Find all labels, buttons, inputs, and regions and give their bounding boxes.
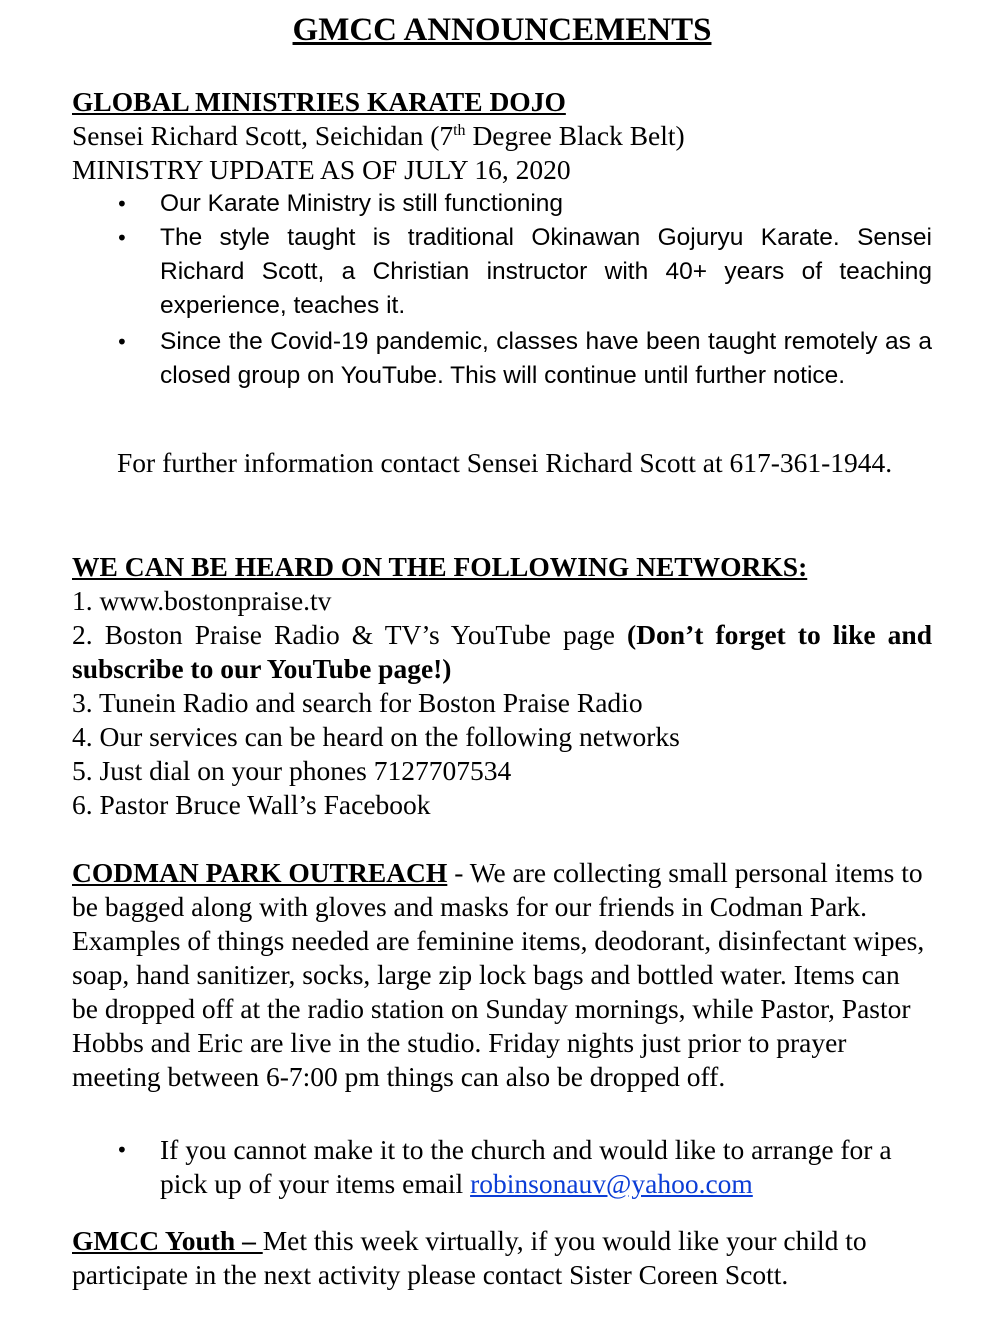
youth-heading: GMCC Youth –: [72, 1225, 263, 1256]
network-item-3: 3. Tunein Radio and search for Boston Praise Radio: [72, 687, 643, 718]
network-item-2: [72, 618, 932, 686]
networks-heading: WE CAN BE HEARD ON THE FOLLOWING NETWORKS:: [72, 551, 808, 582]
network-item-2-text: 2. Boston Praise Radio & TV’s YouTube page: [72, 619, 628, 650]
page-title: GMCC ANNOUNCEMENTS: [292, 12, 712, 48]
bullet-text: Since the Covid-19 pandemic, classes have been taught remotely as a closed group on YouTube. This will continue until further notice.: [160, 328, 932, 389]
bullet-icon: •: [116, 1138, 128, 1162]
list-item: [72, 187, 932, 221]
ministry-update-line: MINISTRY UPDATE AS OF JULY 16, 2020: [72, 154, 571, 185]
bullet-text: The style taught is traditional Okinawan Gojuryu Karate. Sensei Richard Scott, a Christian instructor with 40+ years of teaching experience, teaches it.: [160, 224, 932, 319]
codman-heading: CODMAN PARK OUTREACH: [72, 857, 448, 888]
network-item-2-bold: (Don’t forget to like and subscribe to our YouTube page!): [72, 619, 932, 684]
network-item-5: 5. Just dial on your phones 7127707534: [72, 755, 512, 786]
bullet-icon: •: [116, 226, 128, 250]
codman-bullet-list: [72, 1133, 932, 1201]
karate-heading: GLOBAL MINISTRIES KARATE DOJO: [72, 86, 566, 117]
list-item: [72, 325, 932, 393]
karate-bullet-list-2: [72, 325, 932, 393]
network-item-6: 6. Pastor Bruce Wall’s Facebook: [72, 789, 431, 820]
network-item-1: 1. www.bostonpraise.tv: [72, 585, 332, 616]
bullet-icon: •: [116, 192, 128, 216]
codman-body: - We are collecting small personal items to be bagged along with gloves and masks for our friends in Codman Park. Examples of things needed are feminine items, deodorant, disinfectant wipes, soap, hand sanitizer, socks, large zip lock bags and bottled water. Items can be dropped off at the radio station on Sunday mornings, while Pastor, Pastor Hobbs and Eric are live in the studio. Friday nights just prior to prayer meeting between 6-7:00 pm things can also be dropped off.: [72, 857, 925, 1092]
degree-superscript: th: [453, 121, 466, 139]
codman-section: [72, 856, 932, 1094]
bullet-icon: •: [116, 330, 128, 354]
bullet-text: Our Karate Ministry is still functioning: [160, 190, 564, 217]
karate-contact: For further information contact Sensei Richard Scott at 617-361-1944.: [117, 447, 893, 478]
codman-bullet-text: If you cannot make it to the church and would like to arrange for a pick up of your items email: [160, 1134, 892, 1199]
youth-body: Met this week virtually, if you would like your child to participate in the next activity please contact Sister Coreen Scott.: [72, 1225, 867, 1290]
network-item-4: 4. Our services can be heard on the following networks: [72, 721, 680, 752]
list-item: [72, 221, 932, 323]
karate-section: [72, 85, 932, 187]
email-link[interactable]: robinsonauv@yahoo.com: [470, 1168, 753, 1199]
instructor-text-end: Degree Black Belt): [465, 120, 685, 151]
karate-bullet-list: [72, 187, 932, 323]
list-item: [72, 1133, 932, 1201]
karate-instructor-line: [72, 119, 932, 153]
instructor-text: Sensei Richard Scott, Seichidan (7: [72, 120, 454, 151]
networks-section: [72, 550, 932, 822]
youth-section: [72, 1224, 932, 1292]
